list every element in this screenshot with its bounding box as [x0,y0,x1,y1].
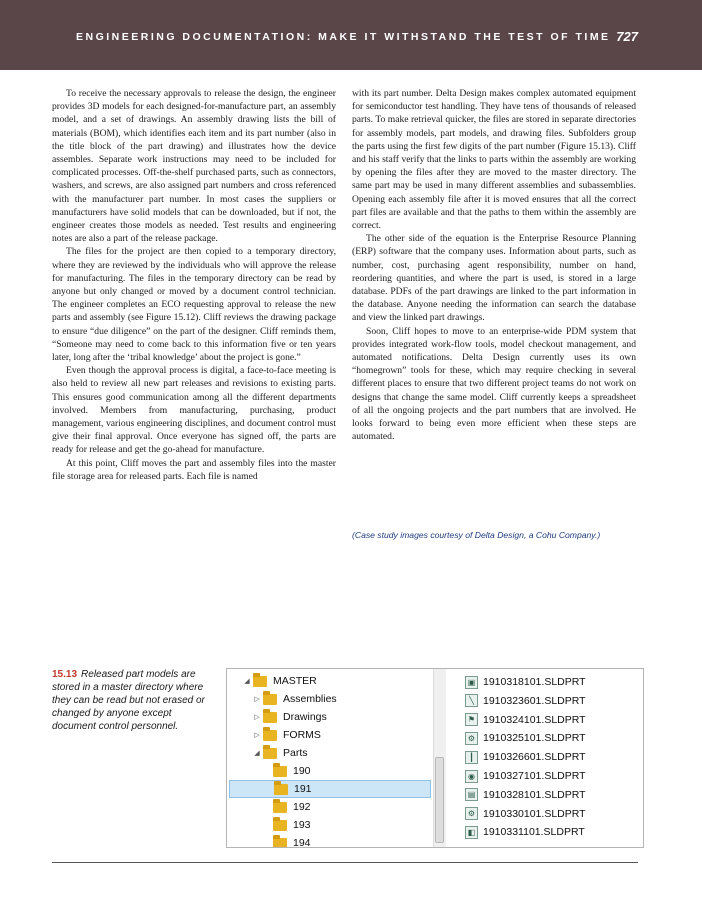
collapsed-arrow-icon[interactable]: ▷ [254,714,260,721]
paragraph: Soon, Cliff hopes to move to an enterprise-wide PDM system that provides integrated work-flow tools, model checkout management, and automated notifications. Delta Design currently uses its own “homegrown” tools for these, which may require checking in several different places to ensure that two different project teams do not work on designs that change the same model. Cliff currently keeps a spreadsheet of all the ongoing projects and the part numbers that are involved. He looks forward to being even more efficient when these steps are automated. [352,325,636,443]
file-item[interactable] [465,673,586,691]
tree-item-193[interactable] [261,816,311,834]
tree-item-label: Drawings [283,711,327,723]
folder-icon [273,802,287,813]
figure-number: 15.13 [52,669,78,680]
part-file-icon: ▤ [465,788,478,801]
folder-icon [273,838,287,849]
tree-item-forms[interactable] [251,726,321,744]
file-name: 1910328101.SLDPRT [483,788,586,801]
paragraph: The files for the project are then copied to a temporary directory, where they are reviewed by the individuals who will approve the release for manufacturing. The files in the temporary directory can be read by anyone but only changed or moved by a document control technician. The engineer completes an ECO requesting approval to release the new parts and assembly (see Figure 15.12). Cliff reviews the drawing package to ensure “due diligence” on the part of the designer. Cliff reminds them, “Someone may need to come back to this information five or ten years later, long after the ‘tribal knowledge’ about the project is gone.” [52,246,336,364]
file-name: 1910325101.SLDPRT [483,732,586,745]
tree-item-drawings[interactable] [251,708,327,726]
file-name: 1910323601.SLDPRT [483,694,586,707]
part-file-icon: ┃ [465,751,478,764]
tree-item-194[interactable] [261,834,311,848]
folder-icon [273,766,287,777]
expanded-arrow-icon[interactable]: ◢ [254,750,260,757]
tree-scrollbar[interactable] [433,669,446,847]
tree-item-parts[interactable] [251,744,308,762]
folder-icon [263,730,277,741]
file-item[interactable] [465,711,586,729]
folder-icon [263,694,277,705]
folder-tree [227,669,447,847]
file-name: 1910324101.SLDPRT [483,713,586,726]
tree-item-190[interactable] [261,762,311,780]
collapsed-arrow-icon[interactable]: ▷ [254,732,260,739]
tree-item-assemblies[interactable] [251,690,337,708]
tree-item-192[interactable] [261,798,311,816]
file-item[interactable] [465,729,586,747]
tree-item-label: 194 [293,837,311,848]
tree-item-label: 192 [293,801,311,813]
part-file-icon: ⚑ [465,713,478,726]
left-column [52,87,336,483]
file-name: 1910326601.SLDPRT [483,751,586,764]
figure-caption-text: Released part models are stored in a master directory where they can be read but not erased or changed by anyone except document control personnel. [52,669,205,732]
part-file-icon: ╲ [465,694,478,707]
tree-item-label: 190 [293,765,311,777]
folder-icon [263,748,277,759]
tree-item-label: FORMS [283,729,321,741]
page-number: 727 [616,29,638,44]
tree-item-191[interactable] [229,780,431,798]
file-name: 1910330101.SLDPRT [483,807,586,820]
tree-item-label: Parts [283,747,308,759]
part-file-icon: ⚙ [465,732,478,745]
running-header [0,0,702,70]
tree-item-label: MASTER [273,675,317,687]
image-credit: (Case study images courtesy of Delta Design, a Cohu Company.) [352,530,601,540]
tree-item-label: Assemblies [283,693,337,705]
directory-screenshot [226,668,644,848]
part-file-icon: ⚙ [465,807,478,820]
part-file-icon: ◧ [465,826,478,839]
file-name: 1910331101.SLDPRT [483,826,585,839]
paragraph: The other side of the equation is the Enterprise Resource Planning (ERP) software that the company uses. Information about parts, such as number, cost, purchasing agent responsibility, number on hand, reordering quantities, and where the part is used, is stored in a large database. PDFs of the part drawings are linked to the part information in the database. Anyone needing the information can search the database and view the linked part drawings. [352,233,636,324]
tree-item-label: 191 [294,783,312,795]
paragraph: To receive the necessary approvals to release the design, the engineer provides 3D models for each designed-for-manufacture part, an assembly model, and a set of drawings. An assembly drawing lists the bill of materials (BOM), which identifies each item and its part number (also in the title block of the part drawing) and illustrates how the device assembles. Separate work instructions may need to be included for complicated processes. Off-the-shelf purchased parts, such as connectors, washers, and screws, are also assigned part numbers and cross referenced with the manufacturer part number. In most cases the suppliers or manufacturers have solid models that can be downloaded, but if not, the engineer creates those models as needed. Test results and engineering notes are also a part of the release package. [52,88,336,245]
collapsed-arrow-icon[interactable]: ▷ [254,696,260,703]
file-item[interactable] [465,805,586,823]
scrollbar-thumb[interactable] [435,757,444,843]
paragraph: with its part number. Delta Design makes complex automated equipment for semiconductor test handling. They have tens of thousands of released parts. To make retrieval quicker, the files are stored in separate directories for assembly models, part models, and drawing files. Subfolders group the parts using the first few digits of the part number (Figure 15.13). Cliff and his staff verify that the links to parts within the assembly are working by opening the files after they are moved to the master directory. The same part may be used in many different assemblies and subassemblies. Opening each assembly file after it is moved ensures that all the correct part files are available and that the paths to them within the assembly are correct. [352,88,636,232]
expanded-arrow-icon[interactable]: ◢ [244,678,250,685]
part-file-icon: ▣ [465,676,478,689]
folder-icon [274,784,288,795]
file-item[interactable] [465,767,586,785]
footer-rule [52,862,638,863]
paragraph: Even though the approval process is digital, a face-to-face meeting is also held to review all new part releases and revisions to existing parts. This ensures good communication among all the different departments involved. Members from manufacturing, purchasing, product management, various engineering disciplines, and document control must give their final approval. Once everyone has signed off, the parts are ready for release and get the go-ahead for manufacture. [52,365,336,456]
tree-item-label: 193 [293,819,311,831]
file-name: 1910327101.SLDPRT [483,770,586,782]
paragraph: At this point, Cliff moves the part and assembly files into the master file storage area for released parts. Each file is named [52,457,336,482]
file-name: 1910318101.SLDPRT [483,676,586,688]
file-item[interactable] [465,823,585,841]
file-item[interactable] [465,786,586,804]
file-item[interactable] [465,748,586,766]
file-item[interactable] [465,692,586,710]
file-list [463,669,643,847]
folder-icon [253,676,267,687]
right-column [352,87,636,443]
folder-icon [263,712,277,723]
tree-item-master[interactable] [241,672,317,690]
chapter-title: ENGINEERING DOCUMENTATION: MAKE IT WITHSTAND THE TEST OF TIME [76,31,611,43]
folder-icon [273,820,287,831]
part-file-icon: ◉ [465,770,478,783]
figure-caption [52,668,212,733]
